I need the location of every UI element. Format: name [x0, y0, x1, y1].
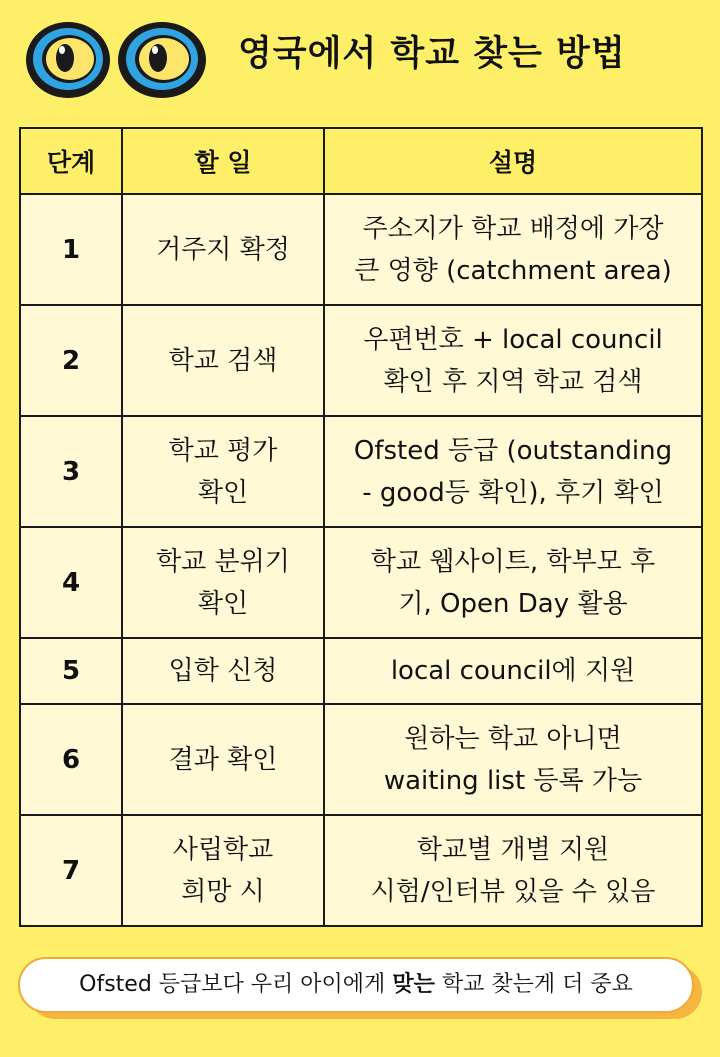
- step-description-line: 시험/인터뷰 있을 수 있음: [370, 876, 656, 907]
- header: [0, 0, 720, 120]
- step-number: 6: [20, 704, 122, 815]
- step-number: 2: [20, 305, 122, 416]
- tip-text-emphasis: 맞는: [392, 972, 435, 997]
- step-task-line: 학교 평가: [168, 435, 278, 466]
- column-header-step: 단계: [20, 128, 122, 194]
- step-number: 1: [20, 194, 122, 305]
- tip-text-end: 학교 찾는게 더 중요: [434, 972, 633, 997]
- step-task-line: 거주지 확정: [156, 234, 290, 265]
- step-task: [122, 527, 324, 638]
- step-number: 3: [20, 416, 122, 527]
- step-task-line: 사립학교: [172, 834, 274, 865]
- step-description-line: Ofsted 등급 (outstanding: [353, 435, 673, 466]
- step-task: [122, 704, 324, 815]
- column-header-task: 할 일: [122, 128, 324, 194]
- step-description: [324, 416, 702, 527]
- step-description: [324, 527, 702, 638]
- tip-text-start: Ofsted 등급보다 우리 아이에게: [79, 972, 393, 997]
- step-task-line: 입학 신청: [168, 656, 278, 686]
- table-row: [20, 527, 702, 638]
- step-task-line: 확인: [197, 477, 249, 508]
- step-description-line: local council에 지원: [390, 656, 636, 686]
- step-task-line: 희망 시: [181, 876, 265, 907]
- step-description-line: 큰 영향 (catchment area): [354, 255, 672, 286]
- tip-banner: [18, 957, 708, 1019]
- step-description: [324, 704, 702, 815]
- step-task: [122, 638, 324, 704]
- page-title: 영국에서 학교 찾는 방법: [238, 34, 626, 74]
- step-description-line: 주소지가 학교 배정에 가장: [362, 213, 664, 244]
- step-description-line: 기, Open Day 활용: [398, 588, 628, 619]
- step-task: [122, 305, 324, 416]
- step-description-line: 학교별 개별 지원: [416, 834, 610, 865]
- step-task: [122, 194, 324, 305]
- table-row: [20, 194, 702, 305]
- table-row: [20, 704, 702, 815]
- table-row: [20, 638, 702, 704]
- step-task: [122, 815, 324, 926]
- step-description-line: 원하는 학교 아니면: [404, 723, 622, 754]
- step-number: 4: [20, 527, 122, 638]
- step-task-line: 결과 확인: [168, 744, 278, 775]
- step-description: [324, 815, 702, 926]
- column-header-description: 설명: [324, 128, 702, 194]
- step-description: [324, 638, 702, 704]
- table-row: [20, 815, 702, 926]
- step-description-line: 학교 웹사이트, 학부모 후: [370, 546, 656, 577]
- step-description: [324, 305, 702, 416]
- step-description-line: waiting list 등록 가능: [383, 765, 643, 796]
- table-row: [20, 305, 702, 416]
- step-number: 5: [20, 638, 122, 704]
- step-task: [122, 416, 324, 527]
- step-task-line: 확인: [197, 588, 249, 619]
- step-description: [324, 194, 702, 305]
- step-number: 7: [20, 815, 122, 926]
- steps-table: [19, 127, 703, 927]
- step-task-line: 학교 분위기: [156, 546, 290, 577]
- binoculars-eyes-icon: [22, 14, 212, 104]
- step-description-line: 우편번호 + local council: [363, 324, 663, 355]
- tip-text: [18, 957, 694, 1013]
- table-row: [20, 416, 702, 527]
- step-description-line: 확인 후 지역 학교 검색: [383, 366, 643, 397]
- step-description-line: - good등 확인), 후기 확인: [362, 477, 664, 508]
- table-header-row: [20, 128, 702, 194]
- step-task-line: 학교 검색: [168, 345, 278, 376]
